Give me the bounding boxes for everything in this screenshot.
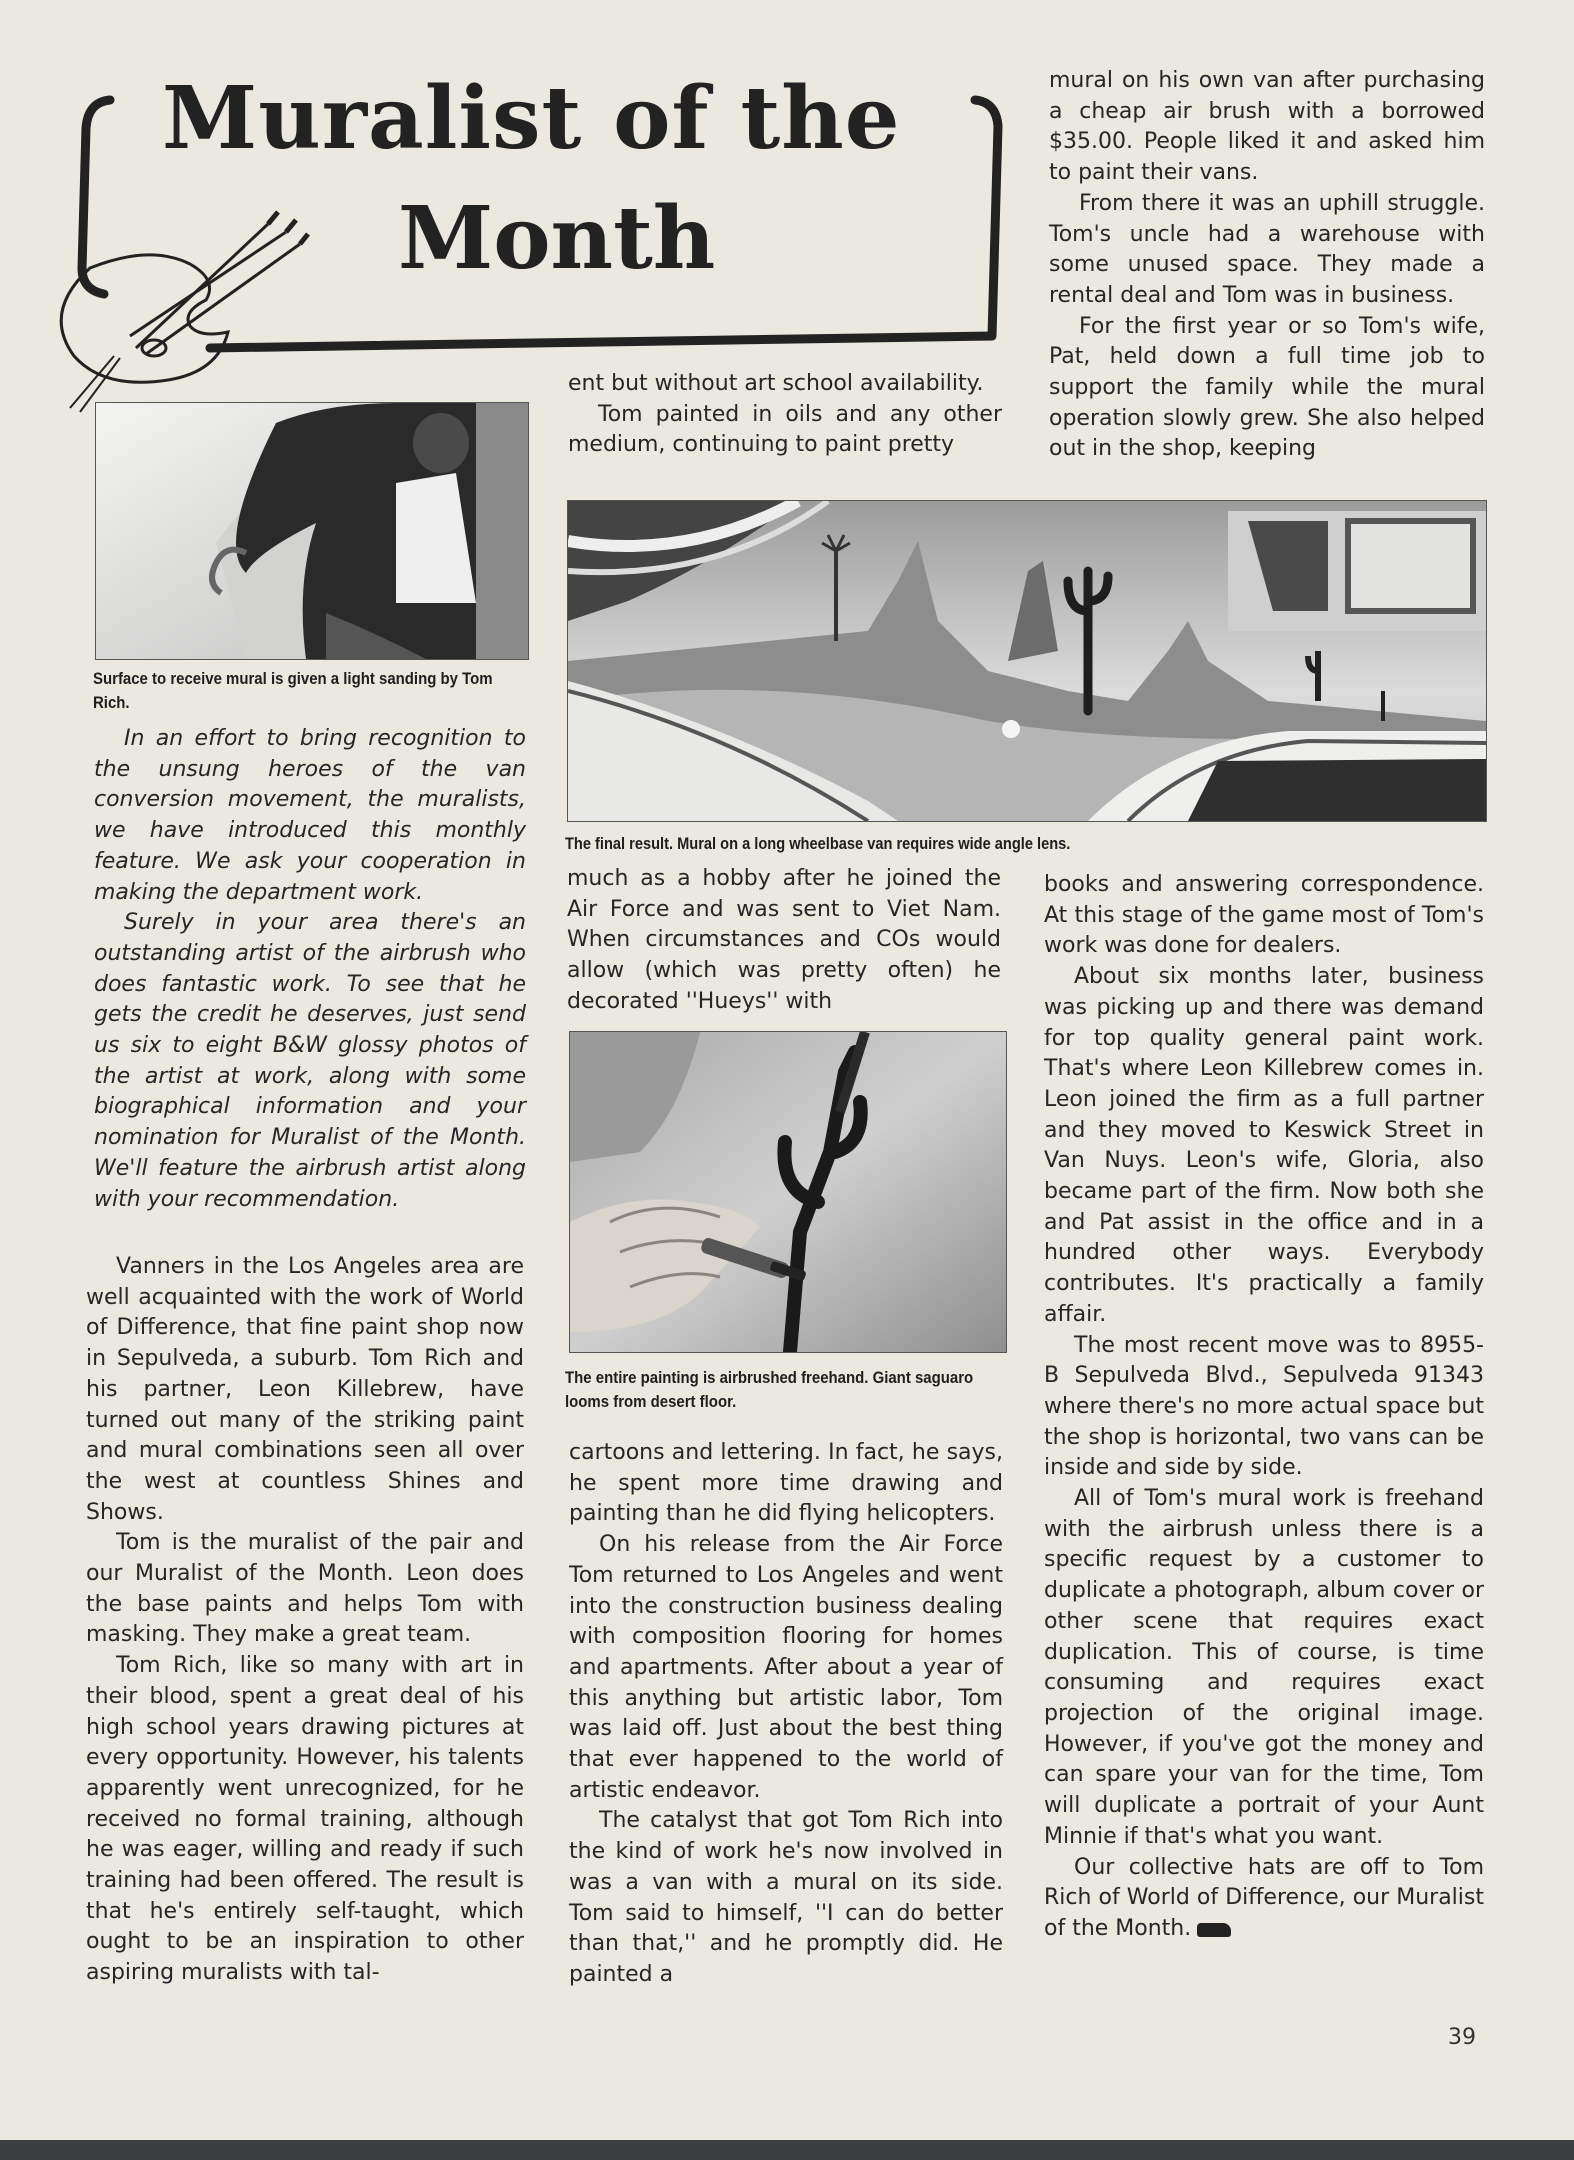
photo-van-mural	[567, 500, 1487, 822]
palette-icon	[50, 208, 310, 428]
caption-sanding: Surface to receive mural is given a light sanding by Tom Rich.	[93, 669, 493, 712]
body-paragraph: On his release from the Air Force Tom returned to Los Angeles and went into the construction business dealing with composition flooring for homes and apartments. After about a year of this anything but artistic labor, Tom was laid off. Just about the best thing that ever happened to the world of artistic endeavor.	[569, 1532, 1003, 1803]
body-paragraph: Tom is the muralist of the pair and our Muralist of the Month. Leon does the base paints and helps Tom with masking. They make a great team.	[86, 1530, 524, 1648]
body-paragraph: Tom painted in oils and any other medium, continuing to paint pretty	[568, 401, 1002, 458]
closing-text: Our collective hats are off to Tom Rich of World of Difference, our Muralist of the Month.	[1044, 1854, 1484, 1941]
article-column-3-top	[1049, 66, 1485, 465]
title-line-2: Month	[398, 188, 716, 289]
page-number: 39	[1448, 2025, 1476, 2050]
body-paragraph: ent but without art school availability.	[568, 371, 984, 396]
body-paragraph: About six months later, business was picking up and there was demand for top quality general paint work. That's where Leon Killebrew comes in. Leon joined the firm as a full partner and they moved to Keswick Street in Van Nuys. Leon's wife, Gloria, also became part of the firm. Now both she and Pat assist in the office and in a hundred other ways. Everybody contributes. It's practically a family affair.	[1044, 964, 1484, 1327]
end-mark-icon	[1197, 1923, 1231, 1937]
body-paragraph: For the first year or so Tom's wife, Pat, held down a full time job to support the family while the mural operation slowly grew. She also helped out in the shop, keeping	[1049, 313, 1485, 462]
title-block	[70, 68, 1010, 368]
caption-van-mural: The final result. Mural on a long wheelbase van requires wide angle lens.	[565, 834, 1071, 853]
intro-column	[94, 724, 526, 1215]
body-paragraph: books and answering correspondence. At this stage of the game most of Tom's work was done for dealers.	[1044, 872, 1484, 959]
article-column-1	[86, 1252, 524, 1989]
body-paragraph: The most recent move was to 8955-B Sepulveda Blvd., Sepulveda 91343 where there's no more actual space but the shop is horizontal, two vans can be inside and side by side.	[1044, 1332, 1484, 1481]
body-paragraph: From there it was an uphill struggle. Tom's uncle had a warehouse with some unused space. They made a rental deal and Tom was in business.	[1049, 190, 1485, 308]
photo-sanding	[95, 402, 529, 660]
body-paragraph: Tom Rich, like so many with art in their blood, spent a great deal of his high school years drawing pictures at every opportunity. However, his talents apparently went unrecognized, for he received no formal training, although he was eager, willing and ready if such training had been offered. The result is that he's entirely self-taught, which ought to be an inspiration to other aspiring muralists with tal-	[86, 1653, 524, 1986]
title-line-1: Muralist of the	[162, 68, 901, 169]
body-paragraph	[1044, 1853, 1484, 1945]
article-column-2-top	[568, 369, 1002, 461]
body-paragraph: Vanners in the Los Angeles area are well acquainted with the work of World of Difference, that fine paint shop now in Sepulveda, a suburb. Tom Rich and his partner, Leon Killebrew, have turned out many of the striking paint and mural combinations seen all over the west at countless Shines and Shows.	[86, 1254, 524, 1525]
body-paragraph: The catalyst that got Tom Rich into the kind of work he's now involved in was a van with a mural on its side. Tom said to himself, ''I can do better than that,'' and he promptly did. He painted a	[569, 1808, 1003, 1987]
body-paragraph: much as a hobby after he joined the Air Force and was sent to Viet Nam. When circumstances and COs would allow (which was pretty often) he decorated ''Hueys'' with	[567, 866, 1001, 1014]
intro-paragraph: Surely in your area there's an outstanding artist of the airbrush who does fantastic work. To see that he gets the credit he deserves, just send us six to eight B&W glossy photos of the artist at work, along with some biographical information and your nomination for Muralist of the Month. We'll feature the airbrush artist along with your recommendation.	[94, 910, 526, 1212]
article-column-2-bottom	[569, 1438, 1003, 1991]
scan-edge	[0, 2140, 1574, 2160]
body-paragraph: cartoons and lettering. In fact, he says, he spent more time drawing and painting than he did flying helicopters.	[569, 1440, 1003, 1527]
body-paragraph: All of Tom's mural work is freehand with the airbrush unless there is a specific request by a customer to duplicate a photograph, album cover or other scene that requires exact duplication. This of course, is time consuming and requires exact projection of the original image. However, if you've got the money and can spare your van for the time, Tom will duplicate a portrait of your Aunt Minnie if that's what you want.	[1044, 1486, 1484, 1849]
photo-airbrush	[569, 1031, 1007, 1353]
body-paragraph: mural on his own van after purchasing a cheap air brush with a borrowed $35.00. People liked it and asked him to paint their vans.	[1049, 68, 1485, 186]
caption-airbrush: The entire painting is airbrushed freehand. Giant saguaro looms from desert floor.	[565, 1368, 974, 1411]
article-column-3-bottom	[1044, 870, 1484, 1945]
article-column-2-mid	[567, 864, 1001, 1018]
intro-paragraph: In an effort to bring recognition to the unsung heroes of the van conversion movement, the muralists, we have introduced this monthly feature. We ask your cooperation in making the department work.	[94, 726, 526, 905]
